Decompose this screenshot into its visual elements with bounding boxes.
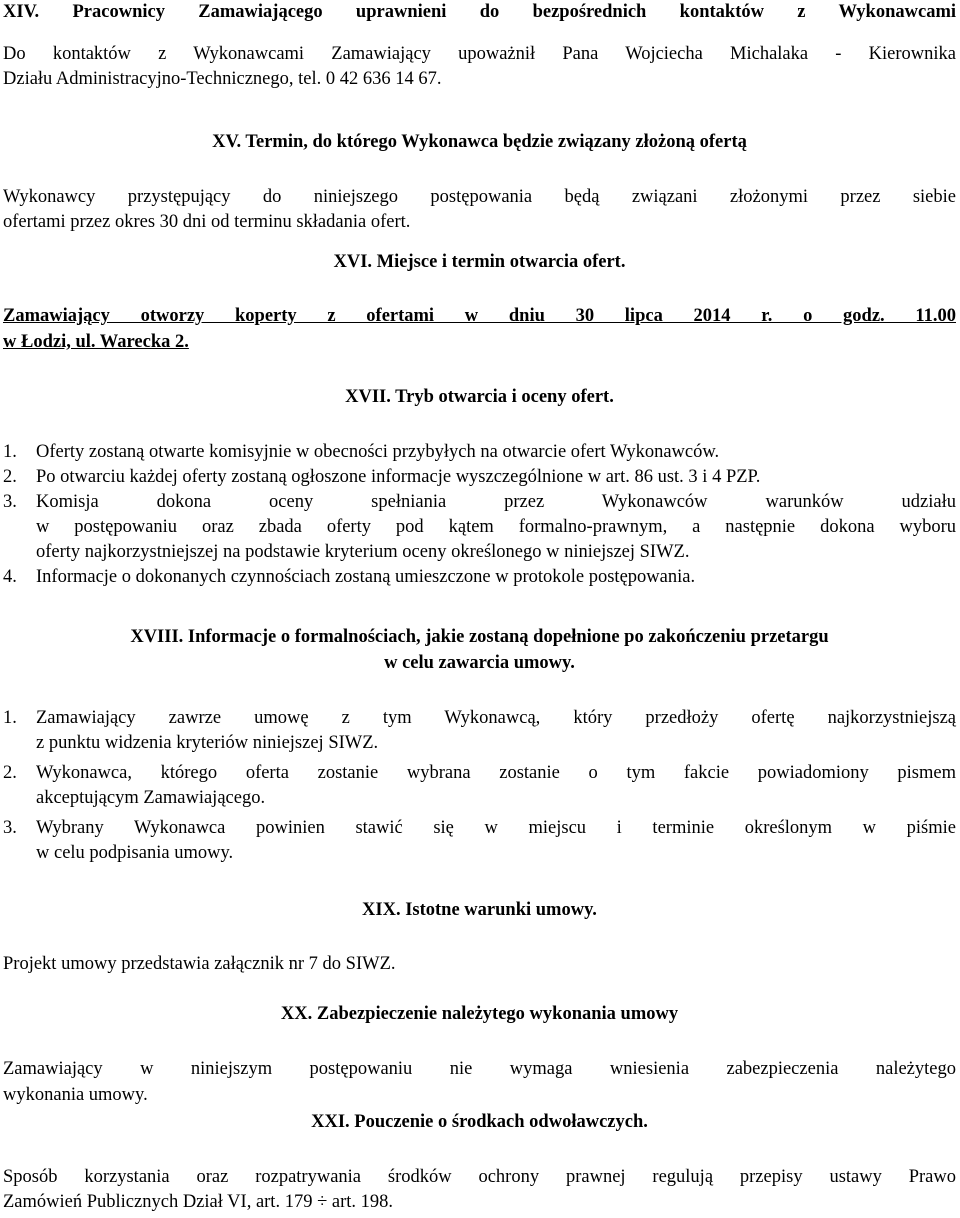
list-number: 2. [3, 763, 17, 783]
section-14-heading: XIV. Pracownicy Zamawiającego uprawnieni do bezpośrednich kontaktów z Wykonawcami [3, 2, 956, 22]
section-17-heading: XVII. Tryb otwarcia i oceny ofert. [345, 387, 614, 407]
list-number: 3. [3, 818, 17, 838]
section-14-text-line-1: Do kontaktów z Wykonawcami Zamawiający upoważnił Pana Wojciecha Michalaka - Kierownika [3, 44, 956, 64]
section-20-text-line-2: wykonania umowy. [3, 1085, 148, 1105]
list-item-line: Po otwarciu każdej oferty zostaną ogłoszone informacje wyszczególnione w art. 86 ust. 3 i 4 PZP. [36, 467, 761, 487]
list-item-line: Wybrany Wykonawca powinien stawić się w miejscu i terminie określonym w piśmie [36, 818, 956, 838]
list-item-line: Informacje o dokonanych czynnościach zostaną umieszczone w protokole postępowania. [36, 567, 696, 587]
list-number: 2. [3, 467, 17, 487]
section-19-text: Projekt umowy przedstawia załącznik nr 7 do SIWZ. [3, 954, 396, 974]
section-14-text-line-2: Działu Administracyjno-Technicznego, tel. 0 42 636 14 67. [3, 69, 442, 89]
section-18-heading-line-1: XVIII. Informacje o formalnościach, jakie zostaną dopełnione po zakończeniu przetargu [130, 627, 829, 647]
section-18-heading-line-2: w celu zawarcia umowy. [384, 653, 575, 673]
section-15-heading: XV. Termin, do którego Wykonawca będzie związany złożoną ofertą [212, 132, 747, 152]
list-item-line: oferty najkorzystniejszej na podstawie kryterium oceny określonego w niniejszej SIWZ. [36, 542, 690, 562]
section-15-text-line-2: ofertami przez okres 30 dni od terminu składania ofert. [3, 212, 411, 232]
list-item-line: Oferty zostaną otwarte komisyjnie w obecności przybyłych na otwarcie ofert Wykonawców. [36, 442, 720, 462]
list-item-line: Zamawiający zawrze umowę z tym Wykonawcą, który przedłoży ofertę najkorzystniejszą [36, 708, 956, 728]
list-item-line: akceptującym Zamawiającego. [36, 788, 266, 808]
list-item-line: Wykonawca, którego oferta zostanie wybrana zostanie o tym fakcie powiadomiony pismem [36, 763, 956, 783]
list-item-line: z punktu widzenia kryteriów niniejszej SIWZ. [36, 733, 379, 753]
section-21-text-line-1: Sposób korzystania oraz rozpatrywania środków ochrony prawnej regulują przepisy ustawy Prawo [3, 1167, 956, 1187]
section-21-heading: XXI. Pouczenie o środkach odwoławczych. [311, 1112, 648, 1132]
section-16-heading: XVI. Miejsce i termin otwarcia ofert. [333, 252, 626, 272]
list-number: 3. [3, 492, 17, 512]
list-item-line: w postępowaniu oraz zbada oferty pod kątem formalno-prawnym, a następnie dokona wyboru [36, 517, 956, 537]
list-item-line: w celu podpisania umowy. [36, 843, 234, 863]
section-20-heading: XX. Zabezpieczenie należytego wykonania umowy [280, 1004, 679, 1024]
section-15-text-line-1: Wykonawcy przystępujący do niniejszego postępowania będą związani złożonymi przez siebie [3, 187, 956, 207]
list-item-line: Komisja dokona oceny spełniania przez Wykonawców warunków udziału [36, 492, 956, 512]
section-19-heading: XIX. Istotne warunki umowy. [362, 900, 597, 920]
section-20-text-line-1: Zamawiający w niniejszym postępowaniu nie wymaga wniesienia zabezpieczenia należytego [3, 1059, 956, 1079]
section-16-text-line-1: Zamawiający otworzy koperty z ofertami w dniu 30 lipca 2014 r. o godz. 11.00 [3, 306, 956, 326]
section-21-text-line-2: Zamówień Publicznych Dział VI, art. 179 ÷ art. 198. [3, 1192, 393, 1212]
list-number: 4. [3, 567, 17, 587]
list-number: 1. [3, 708, 17, 728]
list-number: 1. [3, 442, 17, 462]
section-16-text-line-2: w Łodzi, ul. Warecka 2. [3, 332, 189, 352]
